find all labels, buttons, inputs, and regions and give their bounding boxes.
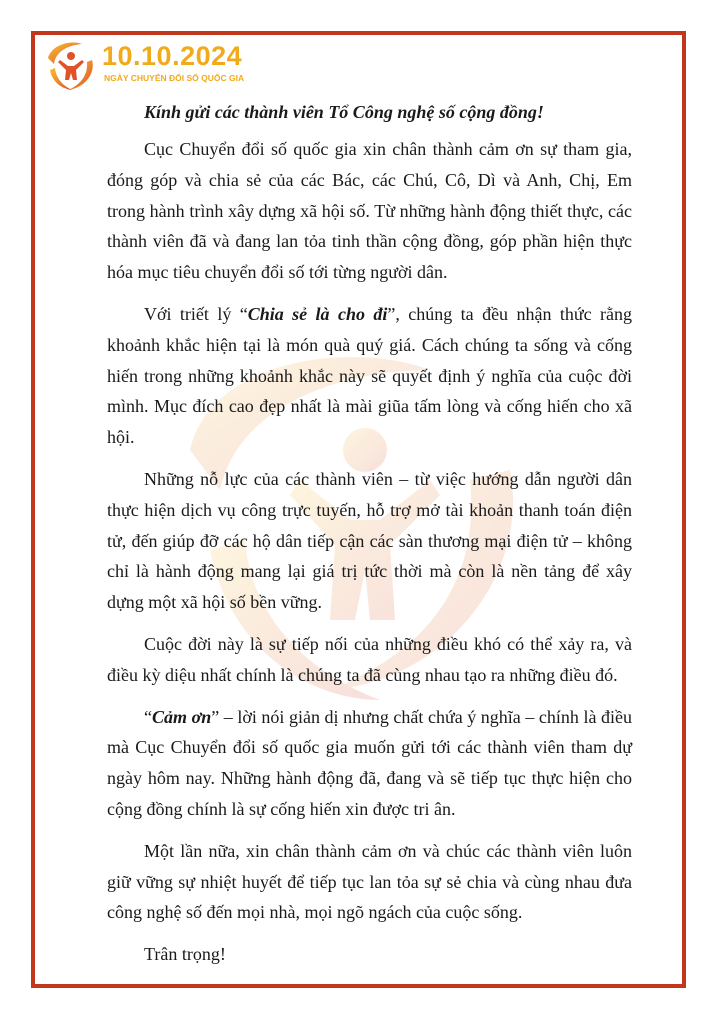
salutation: Kính gửi các thành viên Tổ Công nghệ số cộng đồng! xyxy=(144,102,544,122)
paragraph-2-emphasis: Chia sẻ là cho đi xyxy=(247,303,388,324)
paragraph-2-rest: ”, chúng ta đều nhận thức rằng khoảnh khắc hiện tại là món quà quý giá. Cách chúng ta sống và cống hiến trong những khoảnh khắc này sẽ quyết định ý nghĩa của cuộc đời mình. Mục đích cao đẹp nhất là mài giũa tấm lòng và cống hiến cho xã hội. xyxy=(107,303,632,448)
closing: Trân trọng! xyxy=(144,944,226,965)
paragraph-6: Một lần nữa, xin chân thành cảm ơn và chúc các thành viên luôn giữ vững sự nhiệt huyết để tiếp tục lan tỏa sự sẻ chia và cùng nhau đưa công nghệ số đến mọi nhà, mọi ngõ ngách của cuộc sống. xyxy=(107,840,632,923)
paragraph-5-lead: “ xyxy=(144,706,152,727)
paragraph-3: Những nỗ lực của các thành viên – từ việc hướng dẫn người dân thực hiện dịch vụ công trực tuyến, hỗ trợ mở tài khoản thanh toán điện tử, đến giúp đỡ các hộ dân tiếp cận các sàn thương mại điện tử – không chỉ là hành động mang lại giá trị tức thời mà còn là nền tảng để xây dựng một xã hội số bền vững. xyxy=(107,468,632,613)
paragraph-1: Cục Chuyển đổi số quốc gia xin chân thành cảm ơn sự tham gia, đóng góp và chia sẻ của các Bác, các Chú, Cô, Dì và Anh, Chị, Em trong hành trình xây dựng xã hội số. Từ những hành động thiết thực, các thành viên đã và đang lan tỏa tinh thần cộng đồng, góp phần hiện thực hóa mục tiêu chuyển đổi số tới từng người dân. xyxy=(107,139,632,283)
letter-body xyxy=(107,100,632,969)
paragraph-5-emphasis: Cảm ơn xyxy=(152,706,212,727)
paragraph-4: Cuộc đời này là sự tiếp nối của những điều khó có thể xảy ra, và điều kỳ diệu nhất chính là chúng ta đã cùng nhau tạo ra những điều đó. xyxy=(107,633,632,685)
event-date: 10.10.2024 xyxy=(102,41,243,71)
event-logo xyxy=(42,38,282,92)
paragraph-2-lead: Với triết lý “ xyxy=(144,303,248,324)
person-arms-raised-icon xyxy=(42,38,96,92)
paragraph-5 xyxy=(107,702,632,825)
event-subtitle: NGÀY CHUYỂN ĐỔI SỐ QUỐC GIA xyxy=(104,73,245,83)
paragraph-2 xyxy=(107,299,632,453)
paragraph-5-rest: ” – lời nói giản dị nhưng chất chứa ý nghĩa – chính là điều mà Cục Chuyển đổi số quốc gia muốn gửi tới các thành viên tham dự ngày hôm nay. Những hành động đã, đang và sẽ tiếp tục thực hiện cho cộng đồng chính là sự cống hiến xin được tri ân. xyxy=(107,706,632,819)
